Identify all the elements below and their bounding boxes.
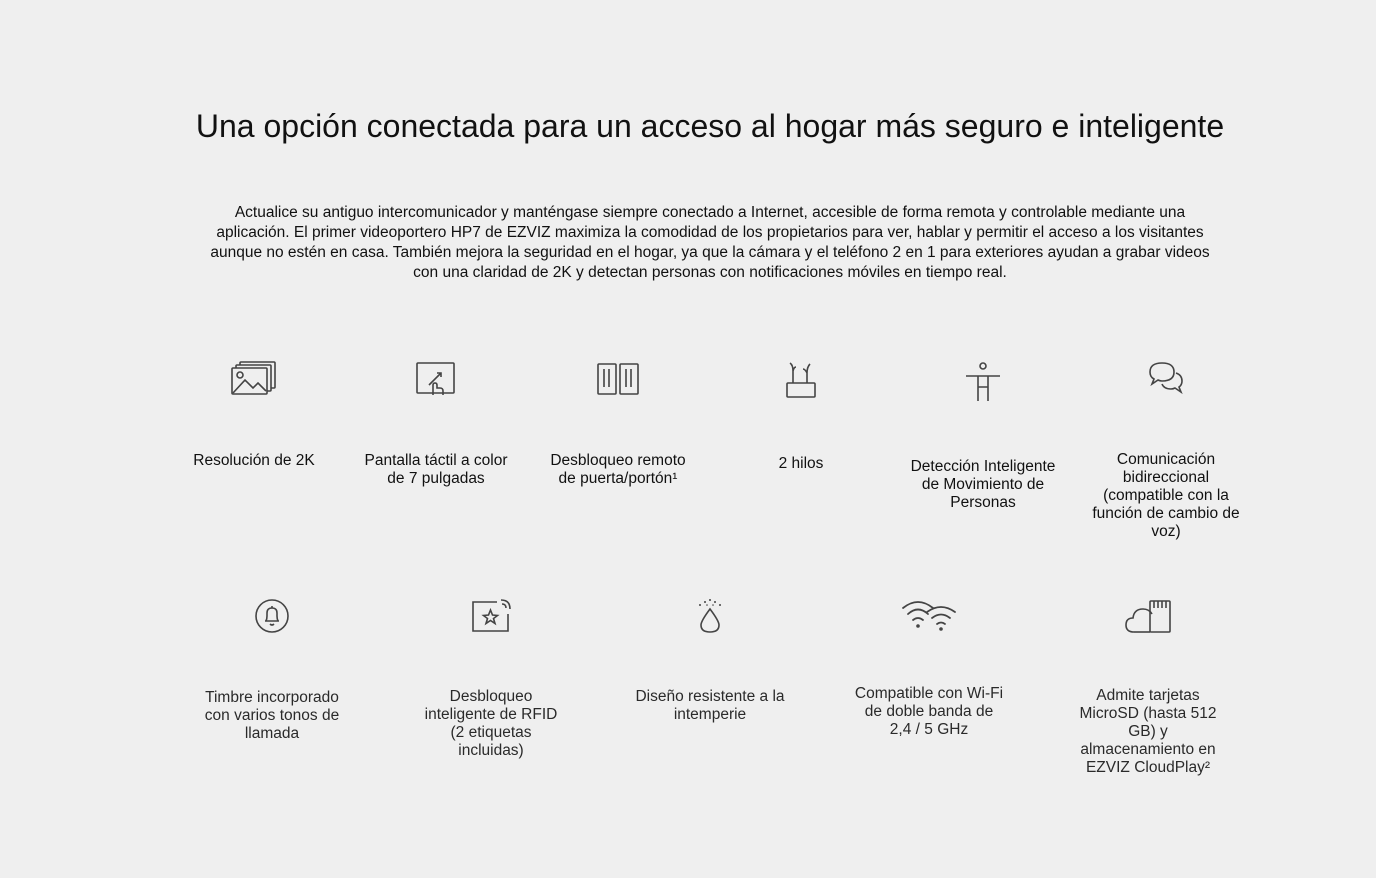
section-title: Una opción conectada para un acceso al hogar más seguro e inteligente bbox=[195, 108, 1225, 144]
person-detection-icon bbox=[964, 361, 1002, 403]
feature-label: Detección Inteligente de Movimiento de Personas bbox=[910, 458, 1056, 511]
two-wire-icon bbox=[785, 361, 817, 399]
feature-label: Comunicación bidireccional (compatible con la función de cambio de voz) bbox=[1092, 451, 1240, 540]
chat-bubbles-icon bbox=[1148, 361, 1184, 395]
rfid-card-icon bbox=[471, 598, 511, 634]
water-drop-icon bbox=[695, 597, 725, 635]
section-intro: Actualice su antiguo intercomunicador y manténgase siempre conectado a Internet, accesible de forma remota y controlable mediante una aplicación. El primer videoportero HP7 de EZVIZ maximiza la comodidad de los propietarios para ver, hablar y permitir el acceso a los visitantes aunque no estén en casa. También mejora la seguridad en el hogar, ya que la cámara y el teléfono 2 en 1 para exteriores ayudan a grabar videos con una claridad de 2K y detectan personas con notificaciones móviles en tiempo real. bbox=[210, 204, 1210, 281]
bell-icon bbox=[254, 598, 290, 634]
feature-label: 2 hilos bbox=[778, 455, 824, 472]
cloud-sd-icon bbox=[1124, 598, 1172, 634]
feature-label: Desbloqueo remoto de puerta/portón¹ bbox=[550, 452, 686, 487]
feature-label: Compatible con Wi-Fi de doble banda de 2,4 / 5 GHz bbox=[854, 685, 1004, 738]
feature-label: Admite tarjetas MicroSD (hasta 512 GB) y almacenamiento en EZVIZ CloudPlay² bbox=[1079, 687, 1217, 776]
dual-wifi-icon bbox=[901, 598, 957, 632]
feature-label: Resolución de 2K bbox=[193, 452, 315, 469]
feature-label: Timbre incorporado con varios tonos de llamada bbox=[204, 689, 340, 742]
touchscreen-icon bbox=[415, 361, 457, 397]
feature-label: Diseño resistente a la intemperie bbox=[635, 688, 785, 723]
images-icon bbox=[231, 360, 277, 396]
feature-label: Pantalla táctil a color de 7 pulgadas bbox=[364, 452, 508, 487]
feature-label: Desbloqueo inteligente de RFID (2 etiquetas incluidas) bbox=[424, 688, 558, 759]
door-unlock-icon bbox=[596, 361, 640, 397]
